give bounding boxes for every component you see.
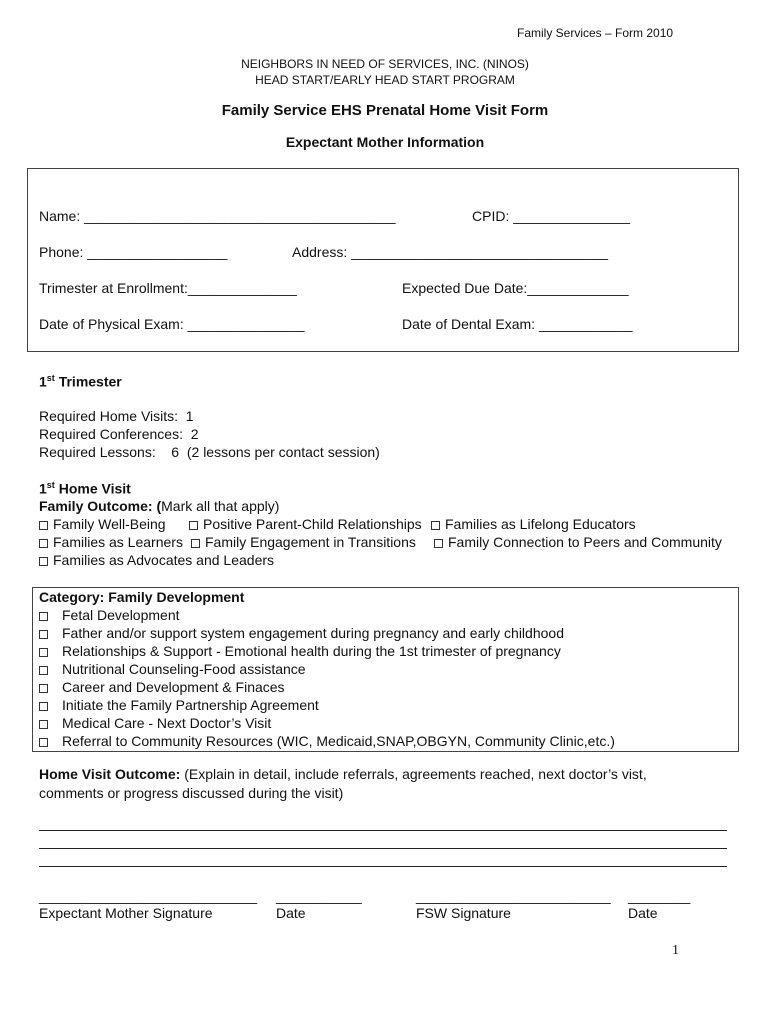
due-date-field[interactable]: Expected Due Date:_____________ <box>402 280 629 296</box>
fsw-signature-line[interactable]: _________________________ <box>416 888 611 904</box>
category-item[interactable]: Relationships & Support - Emotional health during the 1st trimester of pregnancy <box>39 642 561 660</box>
home-visit-heading: 1st Home Visit <box>39 480 131 497</box>
category-item[interactable]: Referral to Community Resources (WIC, Medicaid,SNAP,OBGYN, Community Clinic,etc.) <box>39 732 615 750</box>
required-lessons: Required Lessons: 6 (2 lessons per contact session) <box>39 444 380 460</box>
checkbox-icon[interactable] <box>39 720 48 729</box>
mother-signature-line[interactable]: ____________________________ <box>39 888 258 904</box>
outcome-option[interactable]: Families as Lifelong Educators <box>431 516 636 532</box>
date-label: Date <box>628 905 658 921</box>
checkbox-icon[interactable] <box>431 521 440 530</box>
checkbox-icon[interactable] <box>39 630 48 639</box>
checkbox-icon[interactable] <box>39 539 48 548</box>
form-id: Family Services – Form 2010 <box>517 26 674 40</box>
fsw-signature-label: FSW Signature <box>416 905 511 921</box>
checkbox-icon[interactable] <box>434 539 443 548</box>
outcome-option[interactable]: Family Connection to Peers and Community <box>434 534 722 550</box>
checkbox-icon[interactable] <box>39 521 48 530</box>
outcome-option[interactable]: Family Engagement in Transitions <box>191 534 416 550</box>
page-number: 1 <box>672 943 679 958</box>
category-item[interactable]: Career and Development & Finaces <box>39 678 285 696</box>
required-conferences: Required Conferences: 2 <box>39 426 199 442</box>
outcome-option[interactable]: Families as Advocates and Leaders <box>39 552 274 568</box>
outcome-write-line[interactable] <box>39 866 727 867</box>
name-field[interactable]: Name: ________________________________________ <box>39 208 396 224</box>
required-home-visits: Required Home Visits: 1 <box>39 408 194 424</box>
org-name: NEIGHBORS IN NEED OF SERVICES, INC. (NINOS) <box>241 57 529 71</box>
outcome-write-line[interactable] <box>39 848 727 849</box>
program-name: HEAD START/EARLY HEAD START PROGRAM <box>255 73 515 87</box>
date-label: Date <box>276 905 306 921</box>
page-title: Family Service EHS Prenatal Home Visit Form <box>221 102 549 119</box>
category-item[interactable]: Initiate the Family Partnership Agreement <box>39 696 319 714</box>
checkbox-icon[interactable] <box>39 702 48 711</box>
category-item[interactable]: Medical Care - Next Doctor’s Visit <box>39 714 271 732</box>
cpid-field[interactable]: CPID: _______________ <box>472 208 631 224</box>
trimester-enrollment-field[interactable]: Trimester at Enrollment:______________ <box>39 280 297 296</box>
outcome-option[interactable]: Family Well-Being <box>39 516 166 532</box>
family-outcome-label: Family Outcome: (Mark all that apply) <box>39 498 280 514</box>
outcome-option[interactable]: Positive Parent-Child Relationships <box>189 516 422 532</box>
outcome-write-line[interactable] <box>39 830 727 831</box>
checkbox-icon[interactable] <box>39 648 48 657</box>
mother-signature-label: Expectant Mother Signature <box>39 905 213 921</box>
checkbox-icon[interactable] <box>39 666 48 675</box>
checkbox-icon[interactable] <box>39 557 48 566</box>
outcome-option[interactable]: Families as Learners <box>39 534 183 550</box>
checkbox-icon[interactable] <box>191 539 200 548</box>
section-subtitle: Expectant Mother Information <box>285 134 485 150</box>
trimester-heading: 1st Trimester <box>39 373 122 390</box>
checkbox-icon[interactable] <box>39 738 48 747</box>
category-title: Category: Family Development <box>39 589 245 605</box>
address-field[interactable]: Address: _________________________________ <box>292 244 609 260</box>
checkbox-icon[interactable] <box>39 684 48 693</box>
date-line[interactable]: ________ <box>628 888 691 904</box>
home-visit-outcome-hint: comments or progress discussed during the visit) <box>39 785 344 801</box>
physical-exam-field[interactable]: Date of Physical Exam: _______________ <box>39 316 305 332</box>
category-item[interactable]: Fetal Development <box>39 606 180 624</box>
category-item[interactable]: Nutritional Counseling-Food assistance <box>39 660 306 678</box>
phone-field[interactable]: Phone: __________________ <box>39 244 228 260</box>
category-item[interactable]: Father and/or support system engagement during pregnancy and early childhood <box>39 624 564 642</box>
dental-exam-field[interactable]: Date of Dental Exam: ____________ <box>402 316 633 332</box>
checkbox-icon[interactable] <box>39 612 48 621</box>
home-visit-outcome-label: Home Visit Outcome: (Explain in detail, include referrals, agreements reached, next doctor’s vist, <box>39 766 647 782</box>
checkbox-icon[interactable] <box>189 521 198 530</box>
date-line[interactable]: ___________ <box>276 888 362 904</box>
